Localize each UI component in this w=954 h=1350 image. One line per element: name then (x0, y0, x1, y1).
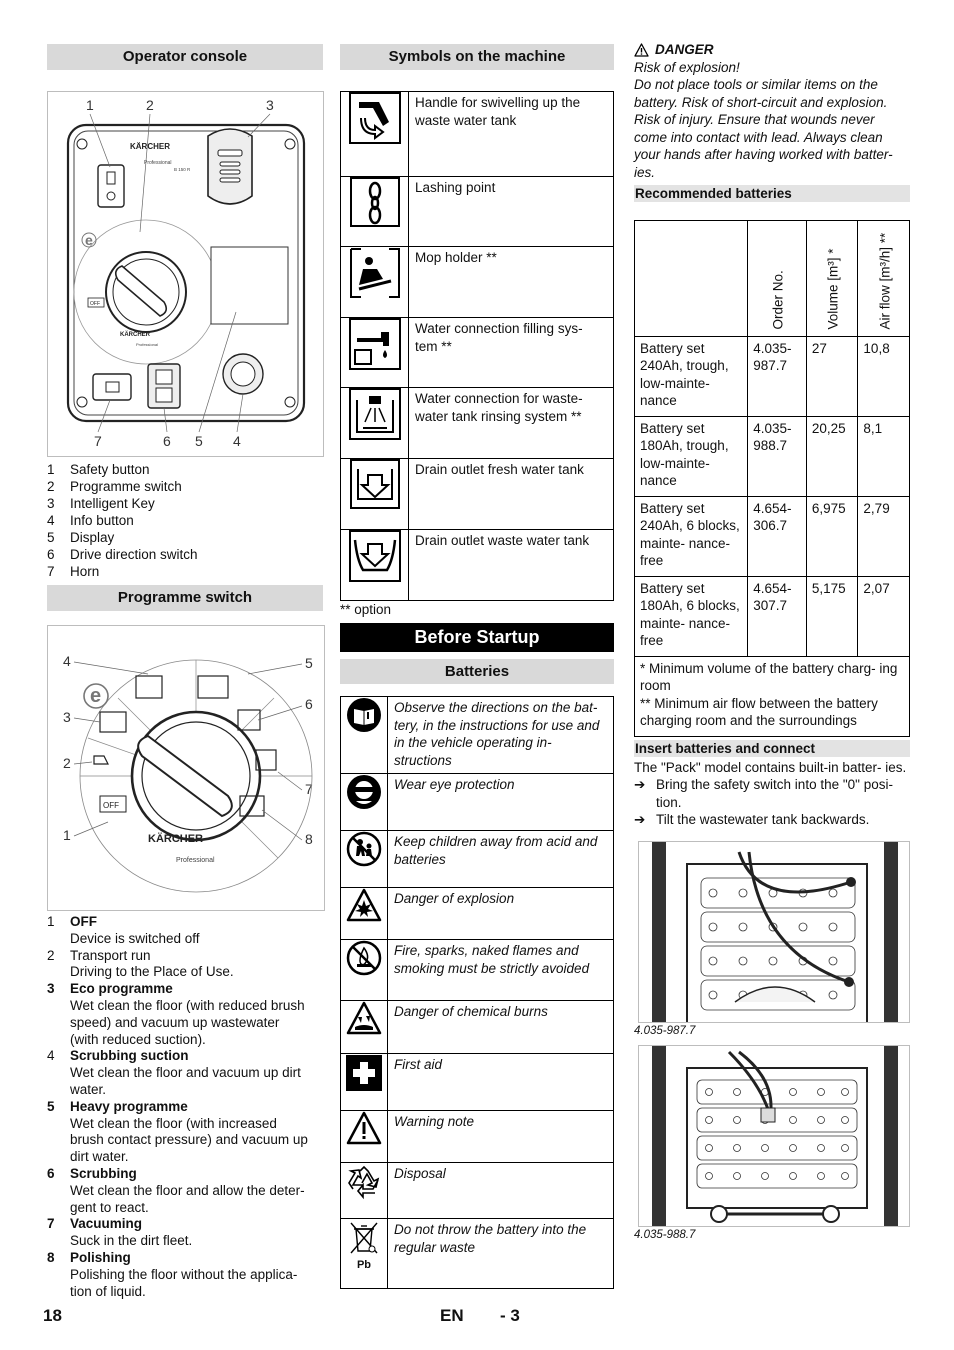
table-row: Battery set 180Ah, trough, low-mainte- nance 4.035- 988.7 20,25 8,1 (635, 416, 910, 496)
page-sub-number: - 3 (500, 1306, 520, 1325)
chemical-burn-icon (346, 1001, 382, 1035)
callout-3: 3 (266, 97, 274, 113)
battery-symbol-text: Wear eye protection (388, 774, 614, 831)
ps-callout-6: 6 (305, 696, 313, 712)
eye-protection-icon (346, 774, 382, 810)
ps-callout-8: 8 (305, 831, 313, 847)
programme-switch-figure (47, 625, 325, 911)
battery-symbol-text: Do not throw the battery into the regular waste (388, 1219, 614, 1289)
table-header-row (635, 220, 910, 336)
programme-switch-list (47, 914, 323, 1300)
ps-off-label: OFF (103, 801, 119, 810)
symbol-text: Drain outlet fresh water tank (409, 459, 614, 530)
page-number: 18 (43, 1306, 62, 1325)
programme-switch-heading: Programme switch (47, 585, 323, 611)
eco-label: e (90, 685, 102, 707)
battery-symbol-text: Keep children away from acid and batteries (388, 831, 614, 888)
symbol-text: Water connection filling sys- tem ** (409, 318, 614, 388)
table-row: Battery set 240Ah, 6 blocks, mainte- nance-free 4.654- 306.7 6,975 2,79 (635, 496, 910, 576)
battery-symbol-row (341, 1001, 614, 1054)
legend-row: 4 Info button (47, 513, 134, 528)
mop-holder-icon (349, 247, 401, 299)
operator-console-diagram (48, 92, 323, 456)
note-volume: * Minimum volume of the battery charg- ing room (640, 660, 898, 694)
programme-item: 2 Transport run Driving to the Place of Use. (47, 947, 234, 980)
batteries-heading: Batteries (340, 659, 614, 684)
battery-symbol-text: Warning note (388, 1111, 614, 1163)
ps-callout-1: 1 (63, 827, 71, 843)
programme-item: 7 Vacuuming Suck in the dirt fleet. (47, 1216, 193, 1249)
no-fire-icon (346, 940, 382, 976)
ps-brand: KÄRCHER (148, 833, 203, 845)
ps-callout-3: 3 (63, 709, 71, 725)
language-code: EN (440, 1306, 464, 1325)
operator-console-legend (47, 461, 323, 580)
photo-caption-1: 4.035-987.7 (634, 1024, 696, 1037)
column-left (47, 44, 323, 1300)
legend-row: 1 Safety button (47, 462, 150, 477)
battery-symbol-row (341, 697, 614, 774)
symbol-text: Mop holder ** (409, 247, 614, 318)
battery-trough-180-illustration (639, 1046, 910, 1227)
battery-symbols-table (340, 696, 614, 1289)
arrow-right-icon: ➔ (634, 812, 646, 828)
symbols-heading: Symbols on the machine (340, 44, 614, 70)
programme-item: 5 Heavy programme Wet clean the floor (with increased brush contact pressure) and vacuum up dirt water. (47, 1098, 308, 1165)
col-header-order: Order No. (748, 220, 807, 336)
table-row: Battery set 240Ah, trough, low-mainte- nance 4.035- 987.7 27 10,8 (635, 336, 910, 416)
console-dial-brand-sub: Professional (136, 342, 159, 347)
before-startup-heading: Before Startup (340, 623, 614, 652)
battery-trough-illustration (639, 842, 910, 1023)
legend-row: 3 Intelligent Key (47, 496, 155, 511)
column-middle (340, 44, 614, 1289)
symbol-text: Handle for swivelling up the waste water tank (409, 92, 614, 177)
console-dial-brand: KÄRCHER (120, 332, 150, 338)
pb-label: Pb (356, 1259, 372, 1271)
explosion-icon (346, 888, 382, 922)
symbol-row (341, 318, 614, 388)
battery-symbol-row (341, 774, 614, 831)
symbol-text: Water connection for waste- water tank rinsing system ** (409, 388, 614, 459)
battery-symbol-row (341, 1111, 614, 1163)
programme-switch-diagram (48, 626, 324, 910)
operator-console-figure (47, 91, 324, 457)
battery-symbol-text: Observe the directions on the bat- tery, in the instructions for use and in the vehicle operating in- structions (388, 697, 614, 774)
battery-symbol-row (341, 1054, 614, 1111)
swivel-handle-icon (349, 92, 401, 144)
keep-children-away-icon (346, 831, 382, 867)
symbols-table (340, 91, 614, 601)
table-row: Battery set 180Ah, 6 blocks, mainte- nance-free 4.654- 307.7 5,175 2,07 (635, 576, 910, 656)
programme-item: 6 Scrubbing Wet clean the floor and allow the deter- gent to react. (47, 1165, 305, 1215)
table-notes-row (635, 656, 910, 736)
insert-intro: The "Pack" model contains built-in batter- ies. (634, 759, 907, 775)
symbol-text: Lashing point (409, 177, 614, 247)
programme-item: 4 Scrubbing suction Wet clean the floor and vacuum up dirt water. (47, 1048, 301, 1097)
legend-row: 2 Programme switch (47, 479, 182, 494)
drain-fresh-icon (350, 459, 400, 509)
legend-row: 5 Display (47, 530, 115, 545)
symbol-row (341, 247, 614, 318)
callout-5: 5 (195, 433, 203, 449)
battery-photo-trough-180 (638, 1045, 910, 1227)
symbol-row (341, 388, 614, 459)
battery-symbol-row (341, 888, 614, 940)
callout-4: 4 (233, 433, 241, 449)
first-aid-icon (345, 1054, 383, 1092)
warning-icon (346, 1111, 382, 1145)
ps-callout-5: 5 (305, 655, 313, 671)
console-brand-sub: Professional (144, 160, 172, 166)
symbol-row (341, 530, 614, 601)
operator-console-heading: Operator console (47, 44, 323, 70)
danger-title-text: DANGER (655, 42, 714, 57)
battery-symbol-text: First aid (388, 1054, 614, 1111)
programme-item: 3 Eco programme Wet clean the floor (with reduced brush speed) and vacuum up wastewater (with reduced suction). (47, 981, 305, 1047)
symbol-row (341, 459, 614, 530)
battery-symbol-text: Disposal (388, 1163, 614, 1219)
note-airflow: ** Minimum air flow between the battery charging room and the surroundings (640, 695, 878, 729)
programme-item: 1 OFF Device is switched off (47, 914, 200, 946)
lashing-chain-icon (350, 177, 400, 227)
instruction-step: ➔ Tilt the wastewater tank backwards. (634, 812, 870, 828)
column-right (634, 41, 910, 1243)
legend-row: 7 Horn (47, 564, 100, 579)
ps-callout-7: 7 (305, 781, 313, 797)
callout-1: 1 (86, 97, 94, 113)
battery-symbol-row (341, 1163, 614, 1219)
ps-brand-sub: Professional (176, 857, 215, 864)
battery-symbol-text: Fire, sparks, naked flames and smoking must be strictly avoided (388, 940, 614, 1001)
battery-photo-trough (638, 841, 910, 1023)
programme-item: 8 Polishing Polishing the floor without the applica- tion of liquid. (47, 1249, 298, 1299)
symbols-footnote: ** option (340, 602, 392, 617)
symbol-row (341, 177, 614, 247)
ps-callout-2: 2 (63, 755, 71, 771)
no-bin-icon (348, 1219, 380, 1259)
symbol-row (341, 92, 614, 177)
symbol-text: Drain outlet waste water tank (409, 530, 614, 601)
manual-icon (346, 697, 382, 733)
callout-2: 2 (146, 97, 154, 113)
col-header-airflow: Air flow [m³/h] ** (858, 220, 910, 336)
recommended-batteries-heading: Recommended batteries (634, 185, 910, 202)
photo-caption-2: 4.035-988.7 (634, 1228, 696, 1241)
battery-symbol-row (341, 940, 614, 1001)
console-brand: KÄRCHER (130, 142, 170, 151)
console-off-label: OFF (90, 301, 100, 307)
ps-callout-4: 4 (63, 653, 71, 669)
danger-title (634, 41, 910, 59)
battery-symbol-row (341, 831, 614, 888)
battery-symbol-text: Danger of chemical burns (388, 1001, 614, 1054)
water-tap-icon (349, 318, 401, 370)
danger-warning-icon (634, 43, 649, 57)
insert-batteries-heading: Insert batteries and connect (634, 740, 910, 757)
recommended-batteries-table (634, 220, 910, 737)
arrow-right-icon: ➔ (634, 777, 646, 793)
instruction-step: ➔ Bring the safety switch into the "0" posi- tion. (634, 777, 893, 810)
battery-symbol-text: Danger of explosion (388, 888, 614, 940)
battery-symbol-row (341, 1219, 614, 1289)
col-header-volume: Volume [m³] * (806, 220, 858, 336)
callout-6: 6 (163, 433, 171, 449)
console-model: B 150 R (174, 167, 191, 172)
danger-text: Risk of explosion! Do not place tools or similar items on the battery. Risk of short-circuit and explosion. Risk of injury. Ensure that wounds never come into contact with lead. Always clean your hands after having worked with batter- ies. (634, 59, 893, 181)
rinse-shower-icon (349, 388, 401, 440)
legend-row: 6 Drive direction switch (47, 547, 198, 562)
recycle-icon (345, 1163, 383, 1201)
callout-7: 7 (94, 433, 102, 449)
drain-waste-icon (349, 530, 401, 582)
svg-text:e: e (85, 232, 93, 248)
